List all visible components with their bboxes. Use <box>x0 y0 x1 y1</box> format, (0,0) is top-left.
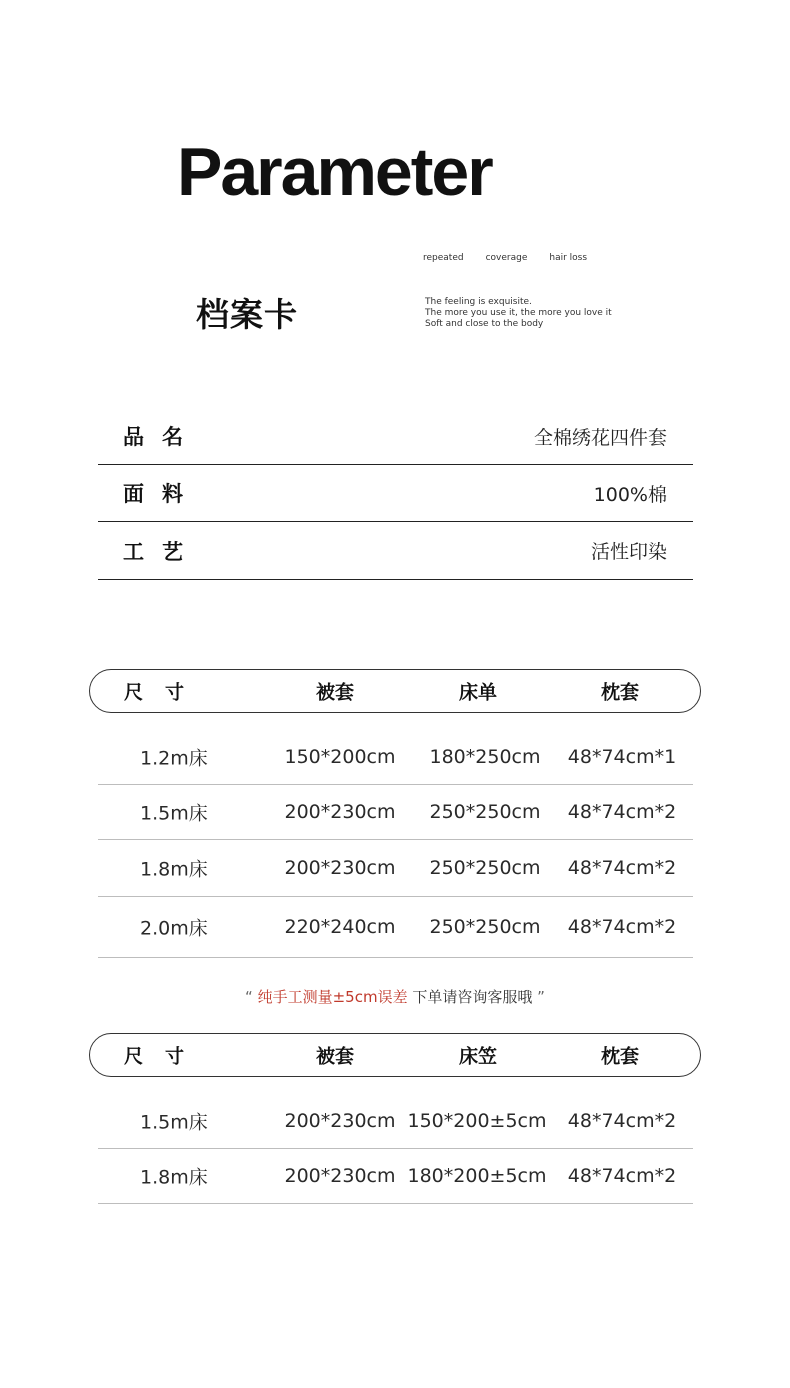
info-label: 品名 <box>123 425 201 449</box>
close-quote: ” <box>537 988 545 1006</box>
info-label: 面料 <box>123 482 201 506</box>
fitted-sheet-table-header <box>89 1033 701 1077</box>
info-value: 全棉绣花四件套 <box>533 426 667 449</box>
table-row <box>98 840 693 897</box>
table-row <box>98 897 693 958</box>
cell-bed-size: 1.5m床 <box>140 802 208 825</box>
info-value: 100%棉 <box>593 483 667 506</box>
cell-bed-size: 2.0m床 <box>140 917 208 940</box>
header-pillowcase: 枕套 <box>600 1045 640 1068</box>
info-row-process <box>98 522 693 580</box>
archive-card-title: 档案卡 <box>196 295 298 334</box>
cell-duvet-cover: 200*230cm <box>284 801 396 823</box>
header-fitted-sheet: 床笠 <box>458 1045 498 1068</box>
product-info <box>98 408 693 580</box>
cell-bed-size: 1.2m床 <box>140 747 208 770</box>
header-duvet-cover: 被套 <box>315 1045 355 1068</box>
cell-fitted-sheet: 180*200±5cm <box>407 1165 547 1187</box>
cell-duvet-cover: 150*200cm <box>284 746 396 768</box>
fitted-sheet-table <box>98 1094 693 1204</box>
cell-bed-sheet: 180*250cm <box>429 746 541 768</box>
cell-pillowcase: 48*74cm*2 <box>567 857 677 879</box>
info-row-product-name <box>98 408 693 465</box>
cell-bed-sheet: 250*250cm <box>429 801 541 823</box>
cell-bed-size: 1.8m床 <box>140 1166 208 1189</box>
cell-pillowcase: 48*74cm*1 <box>567 746 677 768</box>
page-title: Parameter <box>177 134 492 210</box>
cell-bed-sheet: 250*250cm <box>429 857 541 879</box>
cell-bed-size: 1.5m床 <box>140 1111 208 1134</box>
open-quote: “ <box>245 988 253 1006</box>
header-pillowcase: 枕套 <box>600 681 640 704</box>
cell-pillowcase: 48*74cm*2 <box>567 1110 677 1132</box>
info-row-fabric <box>98 465 693 522</box>
tag-coverage: coverage <box>485 253 528 263</box>
measurement-note <box>0 986 790 1007</box>
slogan-line-3: Soft and close to the body <box>425 319 544 329</box>
tag-list <box>423 253 587 263</box>
cell-duvet-cover: 200*230cm <box>284 1110 396 1132</box>
header-bed-sheet: 床单 <box>458 681 498 704</box>
size-table-header <box>89 669 701 713</box>
slogan-line-1: The feeling is exquisite. <box>425 297 532 307</box>
size-table <box>98 730 693 958</box>
tag-hair-loss: hair loss <box>549 253 588 263</box>
cell-pillowcase: 48*74cm*2 <box>567 916 677 938</box>
note-error-text: 纯手工测量±5cm误差 <box>257 988 408 1006</box>
info-value: 活性印染 <box>590 541 667 563</box>
note-text: 下单请咨询客服哦 <box>407 988 533 1006</box>
table-row <box>98 1094 693 1149</box>
header-size: 尺寸 <box>124 1045 207 1068</box>
cell-duvet-cover: 200*230cm <box>284 1165 396 1187</box>
cell-duvet-cover: 200*230cm <box>284 857 396 879</box>
cell-pillowcase: 48*74cm*2 <box>567 801 677 823</box>
slogan-line-2: The more you use it, the more you love it <box>425 308 612 318</box>
cell-bed-size: 1.8m床 <box>140 858 208 881</box>
info-label: 工艺 <box>123 539 201 564</box>
tag-repeated: repeated <box>423 253 464 263</box>
cell-pillowcase: 48*74cm*2 <box>567 1165 677 1187</box>
table-row <box>98 785 693 840</box>
header-size: 尺寸 <box>124 681 207 704</box>
cell-duvet-cover: 220*240cm <box>284 916 396 938</box>
cell-bed-sheet: 250*250cm <box>429 916 541 938</box>
slogan <box>425 297 612 330</box>
header-duvet-cover: 被套 <box>315 681 355 704</box>
table-row <box>98 1149 693 1204</box>
table-row <box>98 730 693 785</box>
cell-fitted-sheet: 150*200±5cm <box>407 1110 547 1132</box>
